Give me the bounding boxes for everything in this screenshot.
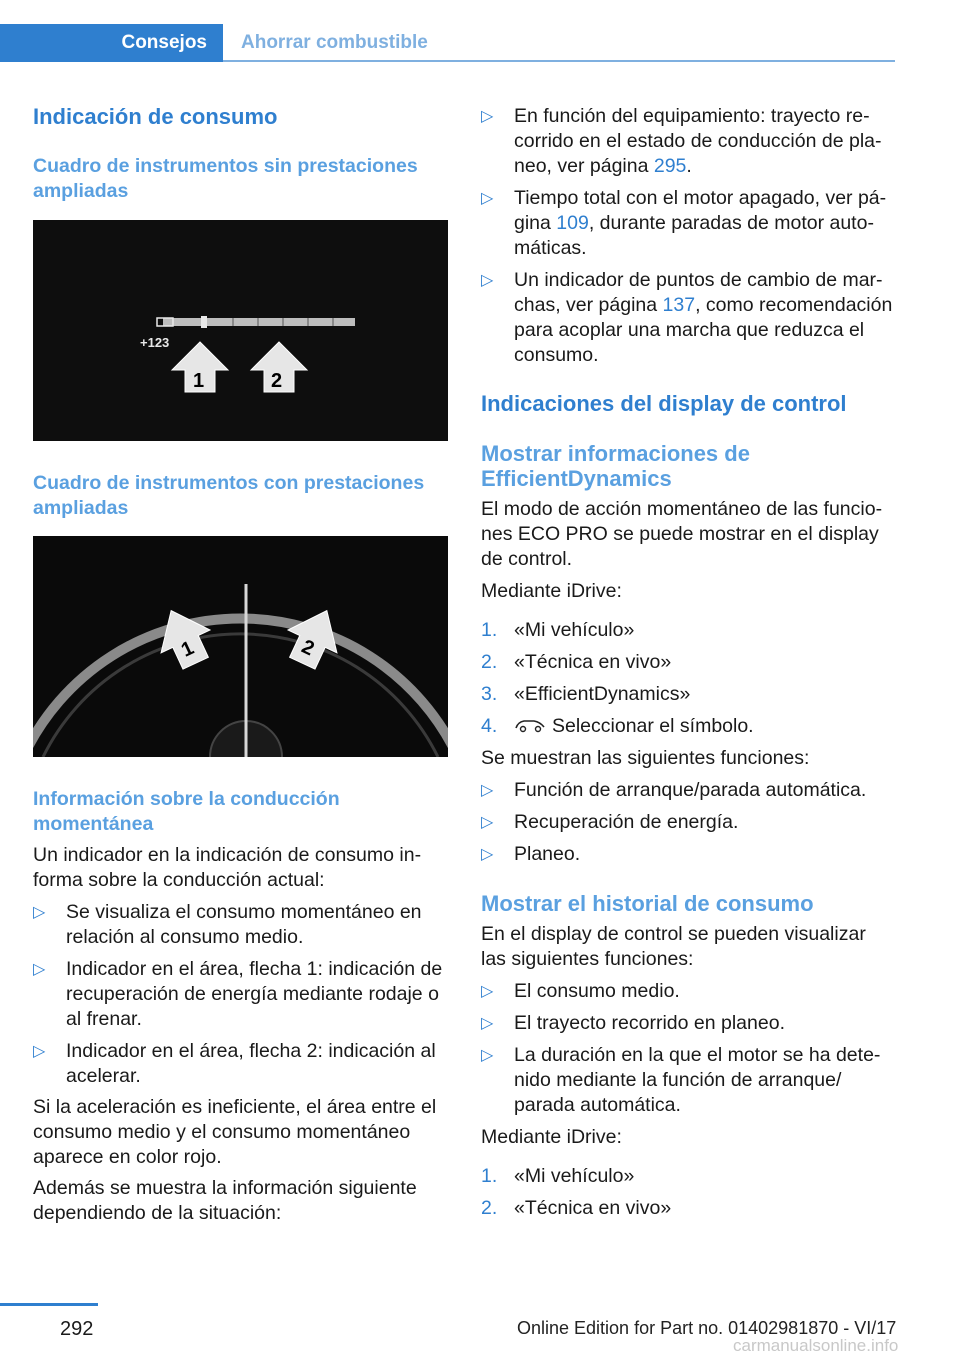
watermark: carmanualsonline.info bbox=[733, 1336, 899, 1355]
bullet-text: Función de arranque/parada automática. bbox=[514, 779, 867, 801]
subsection-title-history: Mostrar el historial de consumo bbox=[481, 891, 814, 916]
consumption-value-label: +123 bbox=[140, 335, 170, 350]
page-link-137[interactable]: 137 bbox=[662, 294, 696, 316]
triangle-bullet-icon: ▷ bbox=[481, 846, 494, 863]
page-link-109[interactable]: 109 bbox=[556, 212, 589, 234]
paragraph-eco-pro: El modo de acción momentáneo de las funciones ECO PRO se puede mostrar en el display de control. bbox=[481, 498, 883, 570]
step-item bbox=[481, 618, 896, 643]
left-text-block bbox=[33, 787, 448, 1226]
bullet-text-end: . bbox=[686, 155, 692, 177]
list-item bbox=[481, 810, 896, 835]
step-text: «Mi vehículo» bbox=[514, 619, 635, 641]
page-number: 292 bbox=[60, 1318, 94, 1340]
step-item bbox=[481, 682, 896, 707]
figure-extended-cluster bbox=[33, 536, 448, 757]
list-item bbox=[481, 1011, 896, 1036]
triangle-bullet-icon: ▷ bbox=[481, 272, 494, 289]
tab-consejos[interactable]: Consejos bbox=[0, 24, 223, 62]
bullet-text: La duración en la que el motor se ha detenido mediante la función de arranque/ parada automática. bbox=[514, 1044, 881, 1116]
arrow-1-label: 1 bbox=[193, 370, 205, 392]
car-symbol-icon bbox=[514, 716, 546, 734]
list-item bbox=[481, 104, 896, 179]
triangle-bullet-icon: ▷ bbox=[481, 108, 494, 125]
step-text: «EfficientDynamics» bbox=[514, 683, 691, 705]
triangle-bullet-icon: ▷ bbox=[481, 782, 494, 799]
subsection-title-basic: Cuadro de instrumentos sin prestaciones ampliadas bbox=[33, 155, 418, 202]
bullet-text: El trayecto recorrido en planeo. bbox=[514, 1012, 785, 1034]
bullet-text: Tiempo total con el motor apagado, ver página bbox=[514, 187, 887, 234]
bullet-text-end: , durante paradas de motor automáticas. bbox=[514, 212, 874, 259]
step-number: 2. bbox=[481, 1197, 498, 1219]
paragraph-history: En el display de control se pueden visualizar las siguientes funciones: bbox=[481, 923, 866, 970]
edition-footer: Online Edition for Part no. 01402981870 - VI/17 bbox=[517, 1318, 897, 1338]
left-column bbox=[33, 104, 448, 204]
bullet-text: Indicador en el área, flecha 2: indicación al acelerar. bbox=[66, 1040, 436, 1087]
list-item bbox=[481, 186, 896, 261]
section-title-display: Indicaciones del display de control bbox=[481, 391, 847, 416]
bullet-text: Recuperación de energía. bbox=[514, 811, 739, 833]
triangle-bullet-icon: ▷ bbox=[33, 961, 46, 978]
header-divider bbox=[223, 60, 895, 62]
list-item bbox=[33, 900, 448, 950]
paragraph-idrive-2: Mediante iDrive: bbox=[481, 1126, 622, 1148]
step-number: 4. bbox=[481, 715, 498, 737]
tab-ahorrar-combustible[interactable]: Ahorrar combustible bbox=[241, 32, 428, 53]
list-item bbox=[33, 1039, 448, 1089]
list-item bbox=[481, 1043, 896, 1118]
triangle-bullet-icon: ▷ bbox=[481, 190, 494, 207]
page-link-295[interactable]: 295 bbox=[653, 155, 687, 177]
step-text: «Mi vehículo» bbox=[514, 1165, 635, 1187]
triangle-bullet-icon: ▷ bbox=[33, 1043, 46, 1060]
step-item bbox=[481, 714, 896, 739]
triangle-bullet-icon: ▷ bbox=[481, 814, 494, 831]
paragraph-additional-info: Además se muestra la información siguiente dependiendo de la situación: bbox=[33, 1177, 417, 1224]
intro-paragraph: Un indicador en la indicación de consumo informa sobre la conducción actual: bbox=[33, 844, 422, 891]
triangle-bullet-icon: ▷ bbox=[481, 1047, 494, 1064]
consumption-bar bbox=[163, 318, 355, 326]
bullet-text: Planeo. bbox=[514, 843, 581, 865]
triangle-bullet-icon: ▷ bbox=[481, 983, 494, 1000]
triangle-bullet-icon: ▷ bbox=[33, 904, 46, 921]
step-number: 2. bbox=[481, 651, 498, 673]
arrow-2-label-ext: 2 bbox=[298, 635, 318, 661]
step-text: Seleccionar el símbolo. bbox=[552, 715, 754, 737]
bullet-text: Indicador en el área, flecha 1: indicación de recuperación de energía mediante rodaje o al frenar. bbox=[66, 958, 443, 1030]
step-item bbox=[481, 1164, 896, 1189]
subsection-title-driving-info: Información sobre la conducción momentánea bbox=[33, 788, 340, 835]
left-column-2 bbox=[33, 471, 448, 521]
list-item bbox=[33, 957, 448, 1032]
page-number-bar bbox=[0, 1303, 98, 1306]
list-item bbox=[481, 979, 896, 1004]
step-item bbox=[481, 650, 896, 675]
step-item bbox=[481, 1196, 896, 1221]
paragraph-idrive: Mediante iDrive: bbox=[481, 580, 622, 602]
figure-basic-cluster bbox=[33, 220, 448, 441]
subsection-title-extended: Cuadro de instrumentos con prestaciones ampliadas bbox=[33, 472, 425, 519]
bullet-text: En función del equipamiento: trayecto recorrido en el estado de conducción de planeo, ver página bbox=[514, 105, 882, 177]
bullet-text: Se visualiza el consumo momentáneo en relación al consumo medio. bbox=[66, 901, 422, 948]
arrow-1-label-ext: 1 bbox=[177, 636, 198, 662]
paragraph-red-area: Si la aceleración es ineficiente, el área entre el consumo medio y el consumo momentáneo aparece en color rojo. bbox=[33, 1096, 437, 1168]
paragraph-functions: Se muestran las siguientes funciones: bbox=[481, 747, 810, 769]
bullet-text: Un indicador de puntos de cambio de marchas, ver página bbox=[514, 269, 883, 316]
list-item bbox=[481, 778, 896, 803]
step-number: 1. bbox=[481, 619, 498, 641]
step-number: 3. bbox=[481, 683, 498, 705]
list-item bbox=[481, 268, 896, 368]
section-title: Indicación de consumo bbox=[33, 104, 278, 129]
bullet-text: El consumo medio. bbox=[514, 980, 680, 1002]
right-column bbox=[481, 104, 896, 1221]
step-text: «Técnica en vivo» bbox=[514, 651, 672, 673]
subsection-title-efficientdynamics: Mostrar informaciones de EfficientDynamics bbox=[481, 441, 750, 491]
triangle-bullet-icon: ▷ bbox=[481, 1015, 494, 1032]
step-text: «Técnica en vivo» bbox=[514, 1197, 672, 1219]
arrow-2-label: 2 bbox=[271, 370, 283, 392]
step-number: 1. bbox=[481, 1165, 498, 1187]
bullet-text-end: , como recomendación para acoplar una marcha que reduzca el consumo. bbox=[514, 294, 893, 366]
list-item bbox=[481, 842, 896, 867]
